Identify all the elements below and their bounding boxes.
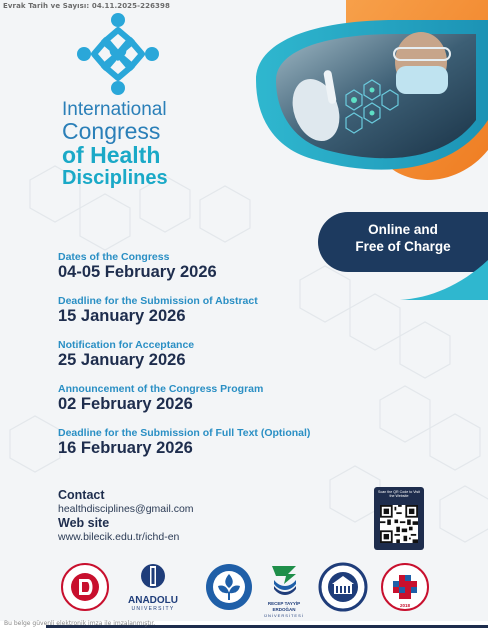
date-label: Deadline for the Submission of Full Text (Optional) bbox=[58, 427, 311, 439]
document-number: Evrak Tarih ve Sayısı: 04.11.2025-226398 bbox=[3, 2, 170, 10]
anadolu-name: ANADOLU bbox=[128, 595, 178, 606]
title-line-4: Disciplines bbox=[62, 167, 168, 189]
date-value: 04-05 February 2026 bbox=[58, 263, 217, 281]
date-label: Announcement of the Congress Program bbox=[58, 383, 264, 395]
contact-section bbox=[58, 488, 194, 544]
contact-email[interactable]: healthdisciplines@gmail.com bbox=[58, 503, 194, 515]
trabzon-year: 2018 bbox=[399, 603, 411, 608]
qr-caption: Scan the QR Code to Visit the Website bbox=[378, 490, 420, 499]
website-link[interactable]: www.bilecik.edu.tr/ichd-en bbox=[58, 531, 180, 543]
date-item bbox=[58, 251, 368, 282]
lab-photo-illustration bbox=[196, 0, 488, 210]
eskisehir-osmangazi-university-logo bbox=[204, 562, 254, 612]
rteu-emblem bbox=[264, 562, 304, 596]
bilecik-university-logo bbox=[60, 562, 110, 612]
important-dates bbox=[58, 251, 368, 471]
date-item bbox=[58, 339, 368, 370]
congress-logo bbox=[76, 12, 160, 96]
date-value: 02 February 2026 bbox=[58, 395, 193, 413]
rteu-sub: ÜNİVERSİTESİ bbox=[264, 613, 304, 618]
footer-signature-note: Bu belge güvenli elektronik imza ile imzalanmıştır. bbox=[4, 620, 156, 627]
banner-line-1: Online and bbox=[368, 222, 438, 237]
rteu-name: RECEP TAYYİP ERDOĞAN bbox=[267, 601, 301, 612]
date-item bbox=[58, 383, 368, 414]
qr-code-panel[interactable] bbox=[374, 487, 424, 550]
congress-title bbox=[62, 100, 168, 188]
anadolu-sub: UNIVERSITY bbox=[131, 606, 175, 612]
date-item bbox=[58, 295, 368, 326]
trabzon-university-logo bbox=[380, 562, 430, 612]
teal-swoosh-bottom bbox=[360, 240, 488, 300]
university-of-health-sciences-logo bbox=[318, 562, 368, 612]
anadolu-university-logo bbox=[126, 562, 180, 612]
title-line-1: International bbox=[62, 99, 167, 120]
website-heading: Web site bbox=[58, 516, 110, 530]
title-line-3: of Health bbox=[62, 142, 161, 168]
date-item bbox=[58, 427, 368, 458]
date-label: Notification for Acceptance bbox=[58, 339, 195, 351]
date-value: 25 January 2026 bbox=[58, 351, 186, 369]
date-value: 16 February 2026 bbox=[58, 439, 193, 457]
recep-tayyip-erdogan-university-logo bbox=[264, 562, 304, 616]
date-label: Deadline for the Submission of Abstract bbox=[58, 295, 258, 307]
qr-code-image bbox=[380, 505, 418, 543]
contact-heading: Contact bbox=[58, 488, 105, 502]
date-label: Dates of the Congress bbox=[58, 251, 170, 263]
banner-line-2: Free of Charge bbox=[355, 239, 451, 254]
anadolu-emblem bbox=[126, 562, 180, 590]
title-line-2: Congress bbox=[62, 118, 161, 144]
date-value: 15 January 2026 bbox=[58, 307, 186, 325]
